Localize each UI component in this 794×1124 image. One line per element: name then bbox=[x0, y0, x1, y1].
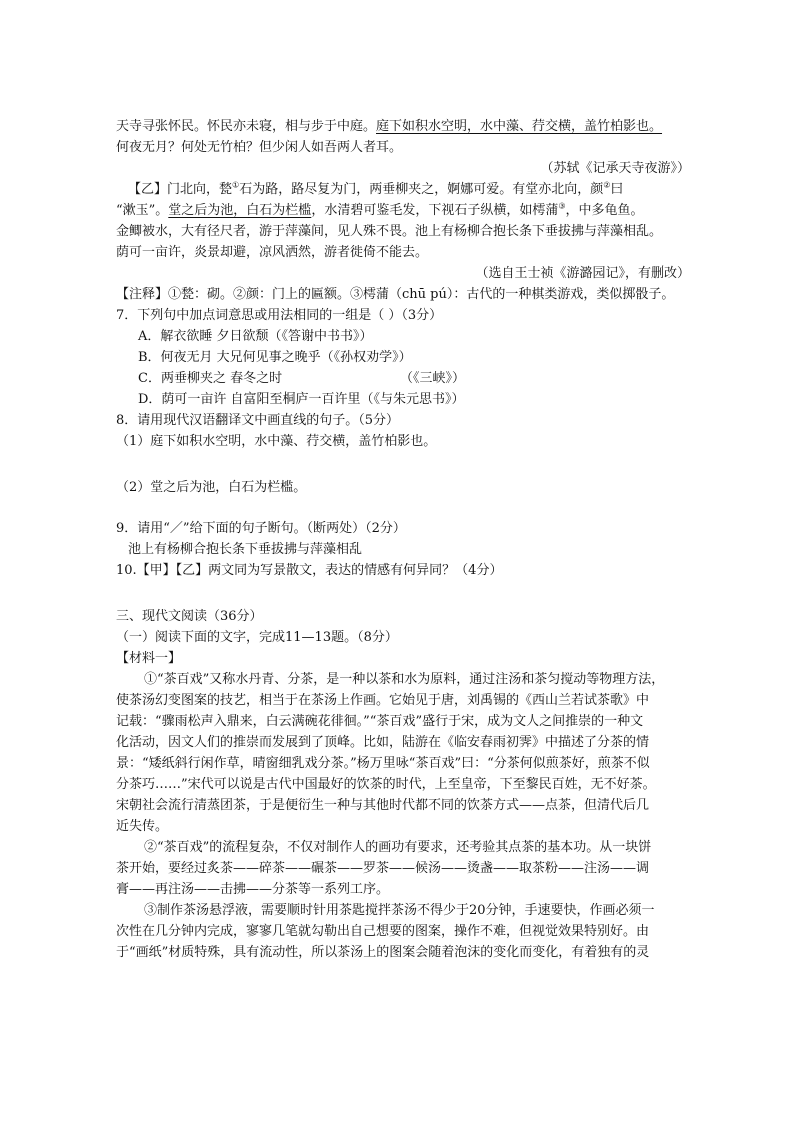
q7-option-c: C．两垂柳夹之 春冬之时 bbox=[138, 371, 283, 386]
yi-text: ，中多龟鱼。 bbox=[565, 203, 644, 218]
jia-text: 天寺寻张怀民。怀民亦未寝，相与步于中庭。 bbox=[116, 119, 377, 134]
p2-line: 膏——再注汤——击拂——分茶等一系列工序。 bbox=[116, 882, 390, 897]
note-mark: ① bbox=[232, 180, 240, 190]
section-3-sub: （一）阅读下面的文字，完成11—13题。（8分） bbox=[116, 630, 398, 645]
notes: 【注释】①甃：砌。②颜：门上的匾额。③樗蒲（chū pú）：古代的一种棋类游戏，类似掷骰子。 bbox=[116, 287, 675, 302]
jia-source: （苏轼《记承天寺夜游》） bbox=[540, 161, 690, 176]
yi-text: ，水清碧可鉴毛发，下视石子纵横，如樗蒲 bbox=[311, 203, 559, 218]
section-3-title: 三、现代文阅读（36分） bbox=[116, 609, 263, 624]
yi-text: 石为路，路尽复为门，两垂柳夹之，婀娜可爱。有堂亦北向，颜 bbox=[239, 182, 604, 197]
yi-source: （选自王士祯《游潞园记》，有删改） bbox=[475, 266, 690, 281]
p1-line: 记载：“骤雨松声入鼎来，白云满碗花徘徊。”“茶百戏”盛行于宋，成为文人之间推崇的一种文 bbox=[116, 714, 644, 729]
p2-line: ②“茶百戏”的流程复杂，不仅对制作人的画功有要求，还考验其点茶的基本功。从一块饼 bbox=[144, 840, 652, 855]
q7-option-c-source: （《三峡》） bbox=[400, 371, 466, 386]
yi-underlined-text: 堂之后为池，白石为栏槛 bbox=[168, 203, 312, 218]
q9-sentence: 池上有杨柳合抱长条下垂拔拂与萍藻相乱 bbox=[128, 542, 363, 557]
q10-stem: 10.【甲】【乙】两文同为写景散文，表达的情感有何异同？（4分） bbox=[116, 563, 503, 578]
yi-line-2 bbox=[116, 202, 644, 220]
q7-option-d: D．荫可一亩许 自富阳至桐庐一百许里（《与朱元思书》） bbox=[138, 392, 465, 407]
jia-line-1 bbox=[116, 118, 662, 136]
p1-line: 近失传。 bbox=[116, 819, 169, 834]
p1-line: ①“茶百戏”又称水丹青、分茶，是一种以茶和水为原料，通过注汤和茶匀搅动等物理方法， bbox=[144, 672, 665, 687]
yi-text: “漱玉”。 bbox=[116, 203, 169, 218]
p1-line: 宋朝社会流行清蒸团茶，于是便衍生一种与其他时代都不同的饮茶方式——点茶，但清代后几 bbox=[116, 798, 650, 813]
p2-line: 茶开始，要经过炙茶——碎茶——碾茶——罗茶——候汤——烫盏——取茶粉——注汤——调 bbox=[116, 861, 650, 876]
note-mark: ③ bbox=[558, 201, 566, 211]
q9-stem: 9．请用“／”给下面的句子断句。（断两处）（2分） bbox=[116, 521, 406, 536]
yi-text: 曰 bbox=[610, 182, 624, 197]
q8-sentence-1: （1）庭下如积水空明，水中藻、荇交横，盖竹柏影也。 bbox=[116, 434, 437, 449]
yi-line-3: 金鲫被水，大有径尺者，游于萍藻间，见人殊不畏。池上有杨柳合抱长条下垂拔拂与萍藻相乱。 bbox=[116, 224, 663, 239]
p1-line: 化活动，因文人们的推崇而发展到了顶峰。比如，陆游在《临安春雨初霁》中描述了分茶的情 bbox=[116, 735, 650, 750]
q8-stem: 8．请用现代汉语翻译文中画直线的句子。（5分） bbox=[116, 413, 400, 428]
yi-text: 【乙】门北向，甃 bbox=[128, 182, 233, 197]
jia-underlined-text: 庭下如积水空明，水中藻、荇交横，盖竹柏影也。 bbox=[376, 119, 663, 134]
p3-line: 于“画纸”材质特殊，具有流动性，所以茶汤上的图案会随着泡沫的变化而变化，有着独有的灵 bbox=[116, 945, 650, 960]
material-1-label: 【材料一】 bbox=[116, 651, 182, 666]
q7-stem: 7．下列句中加点词意思或用法相同的一组是（ ）（3分） bbox=[116, 308, 443, 323]
p1-line: 景：“矮纸斜行闲作草，晴窗细乳戏分茶。”杨万里咏“茶百戏”曰：“分茶何似煎茶好，煎茶不似 bbox=[116, 756, 650, 771]
jia-line-2: 何夜无月？何处无竹柏？但少闲人如吾两人者耳。 bbox=[116, 140, 403, 155]
p1-line: 分茶巧……”宋代可以说是古代中国最好的饮茶的时代，上至皇帝，下至黎民百姓，无不好茶。 bbox=[116, 777, 656, 792]
yi-line-4: 荫可一亩许，炎景却避，凉风洒然，游者徙倚不能去。 bbox=[116, 245, 429, 260]
yi-line-1 bbox=[128, 181, 623, 199]
p3-line: ③制作茶汤悬浮液，需要顺时针用茶匙搅拌茶汤不得少于20分钟，手速要快，作画必须一 bbox=[144, 903, 655, 918]
q7-option-b: B．何夜无月 大兄何见事之晚乎（《孙权劝学》） bbox=[138, 350, 412, 365]
q7-option-a: A．解衣欲睡 夕日欲颓（《答谢中书书》） bbox=[138, 329, 373, 344]
note-mark: ② bbox=[603, 180, 611, 190]
q8-sentence-2: （2）堂之后为池，白石为栏槛。 bbox=[116, 480, 307, 495]
p1-line: 使茶汤幻变图案的技艺，相当于在茶汤上作画。它始见于唐，刘禹锡的《西山兰若试茶歌》中 bbox=[116, 693, 650, 708]
p3-line: 次性在几分钟内完成，寥寥几笔就勾勒出自己想要的图案，操作不难，但视觉效果特别好。由 bbox=[116, 924, 650, 939]
